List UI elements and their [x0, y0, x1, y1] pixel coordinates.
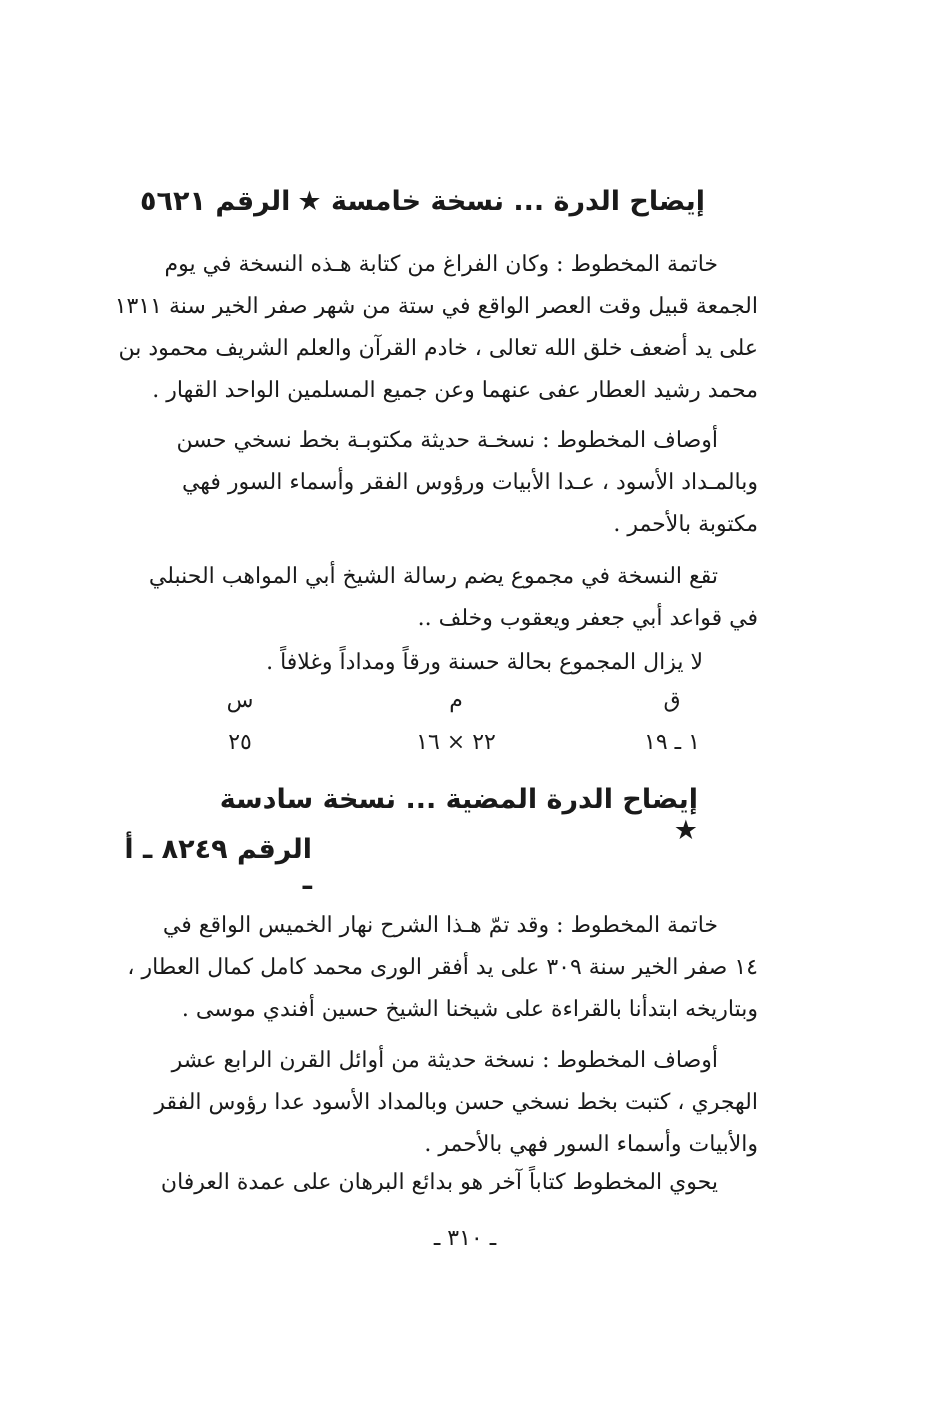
- description-2-line-1: أوصاف المخطوط : نسخة حديثة من أوائل القرن الرابع عشر: [171, 1048, 718, 1073]
- condition-text: لا يزال المجموع بحالة حسنة ورقاً ومداداً وغلافاً .: [266, 650, 703, 675]
- metric-value-size: ٢٢ × ١٦: [416, 730, 496, 755]
- contents-paragraph-2: [106, 1162, 758, 1204]
- metric-label-lines: س: [226, 688, 254, 713]
- description-2-line-2: الهجري ، كتبت بخط نسخي حسن وبالمداد الأسود عدا رؤوس الفقر: [154, 1090, 758, 1115]
- section-2-title: إيضاح الدرة المضية ... نسخة سادسة ★: [219, 784, 698, 846]
- metric-label-size: م: [449, 688, 463, 713]
- colophon-paragraph-2: [106, 905, 758, 1031]
- metrics-values-row: [205, 730, 707, 755]
- description-1-line-2: وبالمـداد الأسود ، عـدا الأبيات ورؤوس الفقر وأسماء السور فهي: [181, 470, 758, 495]
- colophon-paragraph-1: [106, 244, 758, 412]
- metric-value-lines: ٢٥: [228, 730, 252, 755]
- colophon-2-line-2: ١٤ صفر الخير سنة ٣٠٩ على يد أفقر الورى محمد كامل كمال العطار ،: [127, 955, 758, 980]
- description-paragraph-1: [106, 420, 758, 546]
- section-2-number: الرقم ٨٢٤٩ ـ أ ـ: [124, 834, 312, 896]
- colophon-1-line-2: الجمعة قبيل وقت العصر الواقع في ستة من شهر صفر الخير سنة ١٣١١: [114, 294, 758, 319]
- colophon-2-line-3: وبتاريخه ابتدأنا بالقراءة على شيخنا الشيخ حسين أفندي موسى .: [181, 997, 758, 1022]
- contents-2-line-1: يحوي المخطوط كتاباً آخر هو بدائع البرهان على عمدة العرفان: [160, 1170, 718, 1195]
- metric-value-leaves: ١ ـ ١٩: [644, 730, 700, 755]
- description-2-line-3: والأبيات وأسماء السور فهي بالأحمر .: [424, 1132, 758, 1157]
- description-1-line-3: مكتوبة بالأحمر .: [613, 512, 758, 537]
- location-paragraph-1: [106, 556, 758, 640]
- colophon-1-line-4: محمد رشيد العطار عفى عنهما وعن جميع المسلمين الواحد القهار .: [152, 378, 758, 403]
- colophon-1-line-3: على يد أضعف خلق الله تعالى ، خادم القرآن والعلم الشريف محمود بن: [118, 336, 758, 361]
- header-title: إيضاح الدرة ... نسخة خامسة ★: [297, 185, 705, 217]
- metrics-labels-row: [205, 688, 707, 713]
- location-1-line-1: تقع النسخة في مجموع يضم رسالة الشيخ أبي المواهب الحنبلي: [148, 564, 718, 589]
- metric-label-leaves: ق: [663, 688, 681, 713]
- location-1-line-2: في قواعد أبي جعفر ويعقوب وخلف ..: [417, 606, 758, 631]
- page-header: [140, 178, 705, 224]
- page-number: ـ ٣١٠ ـ: [433, 1226, 497, 1251]
- colophon-2-line-1: خاتمة المخطوط : وقد تمّ هـذا الشرح نهار الخميس الواقع في: [162, 913, 718, 938]
- description-paragraph-2: [106, 1040, 758, 1166]
- description-1-line-1: أوصاف المخطوط : نسخـة حديثة مكتوبـة بخط نسخي حسن: [176, 428, 718, 453]
- condition-line: [200, 642, 703, 684]
- header-number: الرقم ٥٦٢١: [140, 185, 291, 217]
- colophon-1-line-1: خاتمة المخطوط : وكان الفراغ من كتابة هـذه النسخة في يوم: [164, 252, 718, 277]
